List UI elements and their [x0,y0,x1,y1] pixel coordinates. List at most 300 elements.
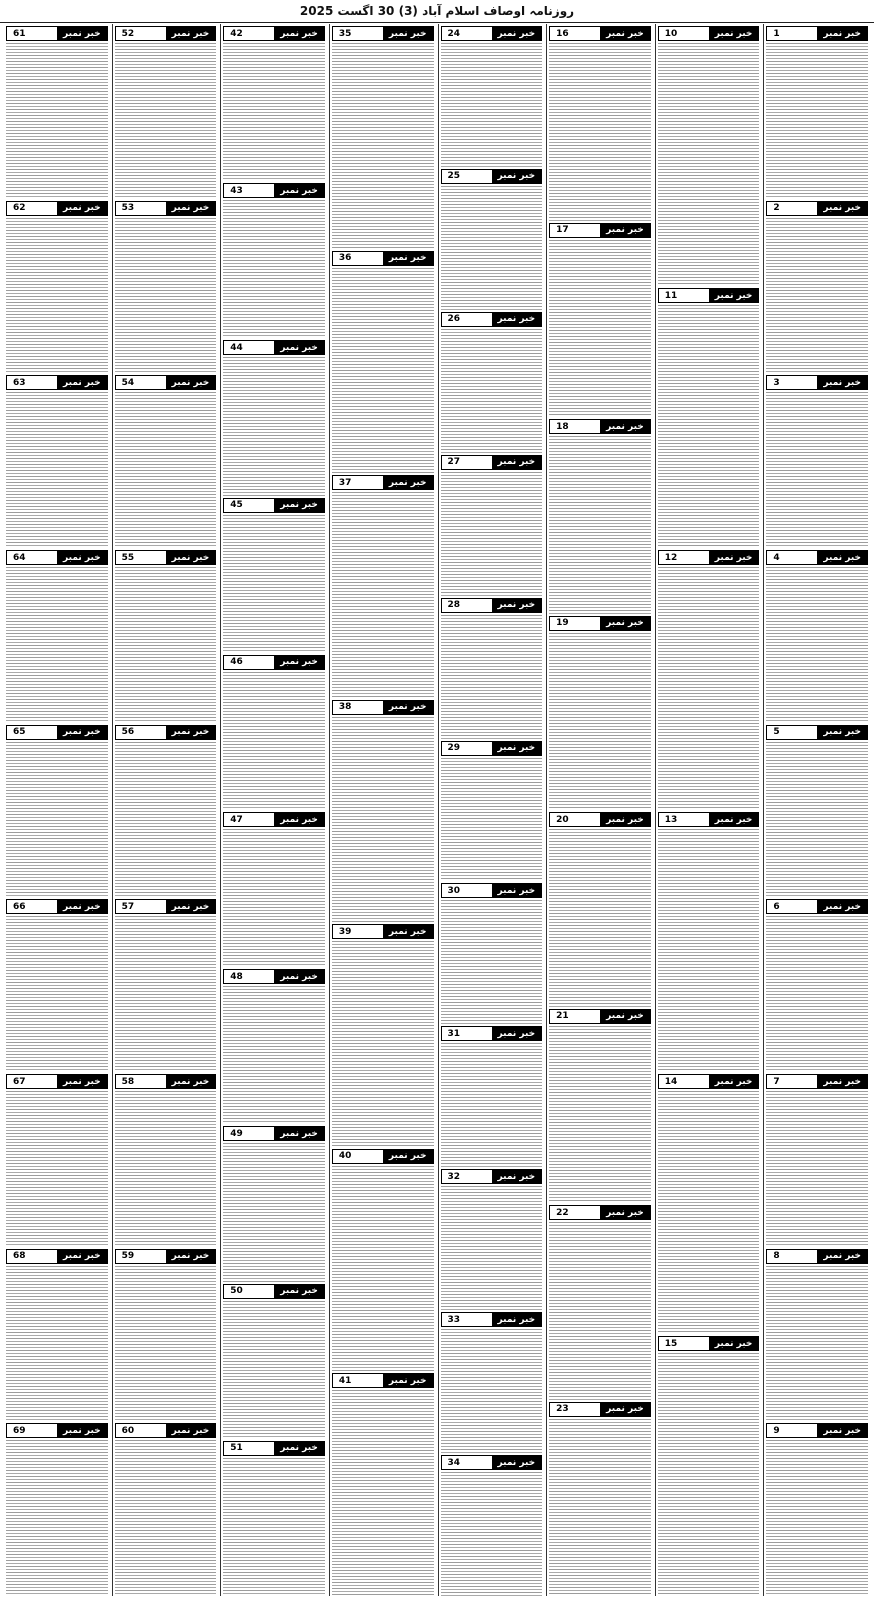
news-item-label: خبر نمبر [383,476,433,489]
news-item-header [6,725,108,740]
news-item-number: 51 [224,1442,249,1455]
news-item-text-block [441,1043,543,1167]
news-item-text-block [658,829,760,1072]
news-item-number: 7 [767,1075,785,1088]
news-item-header [115,1249,217,1264]
news-item [223,24,325,181]
news-item-header [658,26,760,41]
masthead-text: روزنامہ اوصاف اسلام آباد (3) 30 اگست 2025 [299,4,575,18]
news-item-label: خبر نمبر [383,701,433,714]
column-2 [655,24,762,1596]
news-item-text-block [223,200,325,338]
news-item-text-block [766,392,868,548]
news-item-number: 67 [7,1075,32,1088]
news-item-number: 59 [116,1250,141,1263]
news-item-label: خبر نمبر [166,726,216,739]
news-item [549,810,651,1007]
news-item-number: 36 [333,252,358,265]
news-item [332,473,434,698]
news-item-number: 20 [550,813,575,826]
news-item-number: 1 [767,27,785,40]
news-item-label: خبر نمبر [274,656,324,669]
masthead [0,0,874,23]
news-item-label: خبر نمبر [817,1075,867,1088]
news-item-number: 46 [224,656,249,669]
news-item-text-block [223,515,325,653]
news-item-header [441,1026,543,1041]
news-item-label: خبر نمبر [600,420,650,433]
news-item [549,614,651,811]
news-item-header [441,1455,543,1470]
news-item-header [115,26,217,41]
news-item-label: خبر نمبر [57,376,107,389]
news-item-number: 19 [550,617,575,630]
news-item-number: 32 [442,1170,467,1183]
news-item [766,897,868,1072]
news-item-text-block [549,633,651,811]
news-item [6,373,108,548]
news-item-text-block [766,742,868,898]
news-item-label: خبر نمبر [57,1250,107,1263]
news-item [6,199,108,374]
news-item-number: 3 [767,376,785,389]
news-item-text-block [6,392,108,548]
news-item-header [6,201,108,216]
news-item [223,810,325,967]
news-item [658,1334,760,1596]
news-item-number: 29 [442,742,467,755]
news-item-header [115,899,217,914]
news-item-number: 49 [224,1127,249,1140]
news-item-label: خبر نمبر [600,617,650,630]
news-item [332,24,434,249]
news-item-label: خبر نمبر [600,1403,650,1416]
news-item-text-block [549,43,651,221]
news-item [115,1421,217,1596]
news-item [766,199,868,374]
news-item [766,373,868,548]
news-item-label: خبر نمبر [383,1374,433,1387]
news-item-header [766,1423,868,1438]
news-item-label: خبر نمبر [166,202,216,215]
news-item-text-block [332,268,434,474]
news-item-text-block [332,941,434,1147]
news-item-label: خبر نمبر [383,252,433,265]
news-item [115,1072,217,1247]
news-item-text-block [549,829,651,1007]
news-item-text-block [115,1091,217,1247]
news-item-number: 60 [116,1424,141,1437]
news-item-label: خبر نمبر [274,27,324,40]
news-item-number: 50 [224,1285,249,1298]
news-item-label: خبر نمبر [709,289,759,302]
news-item-text-block [766,218,868,374]
news-item-number: 24 [442,27,467,40]
column-8 [4,24,110,1596]
news-item-number: 17 [550,224,575,237]
news-item-label: خبر نمبر [166,1424,216,1437]
news-item-label: خبر نمبر [166,1250,216,1263]
news-item [115,897,217,1072]
column-3 [546,24,653,1596]
news-item-text-block [6,567,108,723]
news-item-header [441,1312,543,1327]
news-item-text-block [115,392,217,548]
news-item-header [549,1402,651,1417]
news-item-label: خبر نمبر [600,224,650,237]
news-item-header [223,183,325,198]
news-item-header [441,598,543,613]
news-item [6,1247,108,1422]
news-item [115,548,217,723]
news-item-number: 22 [550,1206,575,1219]
news-item-label: خبر نمبر [492,170,542,183]
news-item [115,199,217,374]
news-item-header [766,1249,868,1264]
news-item [658,286,760,548]
news-item-number: 30 [442,884,467,897]
news-item [658,1072,760,1334]
news-item-text-block [6,218,108,374]
news-item-header [766,1074,868,1089]
news-item-label: خبر نمبر [166,1075,216,1088]
news-item-number: 43 [224,184,249,197]
news-item-text-block [441,186,543,310]
news-item-header [332,26,434,41]
news-item-header [549,26,651,41]
news-item-text-block [441,1329,543,1453]
news-item-text-block [441,758,543,882]
news-item [549,221,651,418]
news-item-label: خبر نمبر [274,813,324,826]
column-5 [329,24,436,1596]
news-item-text-block [441,43,543,167]
news-item-label: خبر نمبر [274,341,324,354]
column-1 [763,24,870,1596]
news-item [441,739,543,882]
news-item-number: 13 [659,813,684,826]
news-item-label: خبر نمبر [274,970,324,983]
news-item-number: 64 [7,551,32,564]
news-item [441,24,543,167]
news-item-label: خبر نمبر [57,726,107,739]
news-item [223,1124,325,1281]
news-item-label: خبر نمبر [492,599,542,612]
news-item-header [115,201,217,216]
news-item-text-block [115,218,217,374]
news-item-header [441,1169,543,1184]
news-item-number: 18 [550,420,575,433]
news-item-label: خبر نمبر [383,1150,433,1163]
news-item-header [441,26,543,41]
news-item-label: خبر نمبر [57,1075,107,1088]
news-item-text-block [332,1390,434,1596]
news-item-number: 42 [224,27,249,40]
news-item-header [6,26,108,41]
news-item-text-block [766,1440,868,1596]
news-item [441,310,543,453]
column-4 [438,24,545,1596]
news-item-header [332,251,434,266]
news-item-number: 35 [333,27,358,40]
news-item-header [658,550,760,565]
news-item-number: 23 [550,1403,575,1416]
news-item [223,1439,325,1596]
news-item-header [766,26,868,41]
news-item-header [766,550,868,565]
news-item-label: خبر نمبر [57,27,107,40]
news-item-header [223,1126,325,1141]
news-item [332,1147,434,1372]
news-item-header [549,616,651,631]
news-item-number: 54 [116,376,141,389]
news-item-header [6,1423,108,1438]
news-item-header [549,1009,651,1024]
news-item [766,1421,868,1596]
news-item-header [549,812,651,827]
news-item-label: خبر نمبر [57,1424,107,1437]
news-item [441,1310,543,1453]
news-item-header [223,1284,325,1299]
news-item-text-block [223,1301,325,1439]
news-item-label: خبر نمبر [274,1127,324,1140]
news-item-text-block [332,492,434,698]
news-item-header [6,375,108,390]
news-item-text-block [441,472,543,596]
news-item-text-block [766,43,868,199]
news-item-header [115,1423,217,1438]
news-item-header [115,725,217,740]
news-item-label: خبر نمبر [166,376,216,389]
news-item-number: 66 [7,900,32,913]
news-item-label: خبر نمبر [492,884,542,897]
news-item [549,24,651,221]
news-item-label: خبر نمبر [600,27,650,40]
news-item-number: 45 [224,499,249,512]
news-item [766,548,868,723]
news-item-number: 25 [442,170,467,183]
news-item-text-block [115,1266,217,1422]
news-item-header [223,655,325,670]
news-item [332,1371,434,1596]
news-item-number: 11 [659,289,684,302]
news-item-number: 10 [659,27,684,40]
news-item-label: خبر نمبر [709,551,759,564]
news-item-header [766,725,868,740]
news-item-number: 28 [442,599,467,612]
news-item-label: خبر نمبر [383,27,433,40]
news-item [441,453,543,596]
news-item-header [658,812,760,827]
news-item-text-block [6,742,108,898]
news-item-text-block [766,567,868,723]
news-item-label: خبر نمبر [57,551,107,564]
news-item-text-block [115,742,217,898]
news-item [115,1247,217,1422]
news-item-number: 34 [442,1456,467,1469]
news-item-label: خبر نمبر [492,27,542,40]
news-item [441,1167,543,1310]
news-item-label: خبر نمبر [817,551,867,564]
news-item-number: 5 [767,726,785,739]
news-item-header [223,26,325,41]
news-item-text-block [223,43,325,181]
news-item-text-block [766,916,868,1072]
news-item [766,24,868,199]
column-6 [220,24,327,1596]
news-item [658,548,760,810]
news-item-text-block [223,1143,325,1281]
news-item-number: 56 [116,726,141,739]
news-item-text-block [441,615,543,739]
news-item-header [223,498,325,513]
news-item-label: خبر نمبر [817,202,867,215]
news-item-text-block [6,1266,108,1422]
news-item [223,181,325,338]
news-item-header [332,475,434,490]
news-item-text-block [549,1026,651,1204]
news-item-number: 62 [7,202,32,215]
news-item-label: خبر نمبر [274,1442,324,1455]
news-item-number: 2 [767,202,785,215]
news-item-text-block [549,1419,651,1597]
news-item-header [332,924,434,939]
news-item-text-block [658,43,760,286]
news-item-number: 69 [7,1424,32,1437]
news-item-header [332,1149,434,1164]
news-item-label: خبر نمبر [817,1424,867,1437]
news-item [115,24,217,199]
news-item-text-block [223,1458,325,1596]
news-item [549,417,651,614]
news-item [6,1421,108,1596]
news-item-number: 55 [116,551,141,564]
news-item-header [766,375,868,390]
news-item-number: 61 [7,27,32,40]
news-item-number: 26 [442,313,467,326]
news-item-number: 33 [442,1313,467,1326]
news-item [223,338,325,495]
news-item [115,723,217,898]
news-item-label: خبر نمبر [817,1250,867,1263]
news-item [223,967,325,1124]
news-item-text-block [549,436,651,614]
news-item-header [766,899,868,914]
news-item [441,596,543,739]
news-item-text-block [766,1266,868,1422]
news-item-number: 8 [767,1250,785,1263]
news-item-number: 57 [116,900,141,913]
news-item-number: 47 [224,813,249,826]
news-item [223,496,325,653]
news-item [115,373,217,548]
news-item-header [115,1074,217,1089]
news-item-header [6,1249,108,1264]
news-item-number: 31 [442,1027,467,1040]
news-item-label: خبر نمبر [709,813,759,826]
news-item-number: 4 [767,551,785,564]
news-item-header [6,550,108,565]
news-item-label: خبر نمبر [492,1313,542,1326]
news-item-text-block [441,329,543,453]
news-item-label: خبر نمبر [817,726,867,739]
news-item-number: 37 [333,476,358,489]
news-item-label: خبر نمبر [383,925,433,938]
news-item-header [549,223,651,238]
columns-container [4,24,870,1596]
news-item-number: 48 [224,970,249,983]
news-item-header [658,288,760,303]
news-item-number: 63 [7,376,32,389]
news-item [223,1282,325,1439]
news-item-header [332,1373,434,1388]
news-item [549,1400,651,1597]
news-item-number: 68 [7,1250,32,1263]
news-item-number: 40 [333,1150,358,1163]
news-item-text-block [549,240,651,418]
news-item-text-block [115,1440,217,1596]
news-item-header [223,340,325,355]
news-item-text-block [441,1472,543,1596]
news-item-text-block [223,357,325,495]
news-item-number: 9 [767,1424,785,1437]
news-item-label: خبر نمبر [817,376,867,389]
news-item [6,24,108,199]
news-item-text-block [766,1091,868,1247]
news-item-header [332,700,434,715]
news-item-header [658,1074,760,1089]
news-item [766,1072,868,1247]
news-item-header [223,1441,325,1456]
news-item-number: 16 [550,27,575,40]
news-item-text-block [6,1440,108,1596]
news-item [441,1024,543,1167]
news-item-header [6,899,108,914]
news-item-header [223,969,325,984]
news-item-number: 15 [659,1337,684,1350]
news-item-header [441,169,543,184]
news-item-label: خبر نمبر [600,1010,650,1023]
news-item-number: 58 [116,1075,141,1088]
news-item-label: خبر نمبر [600,1206,650,1219]
news-item [332,922,434,1147]
news-item-text-block [223,672,325,810]
news-item-label: خبر نمبر [492,1027,542,1040]
news-item-text-block [332,1166,434,1372]
news-item-number: 41 [333,1374,358,1387]
news-item-label: خبر نمبر [817,900,867,913]
news-item-header [6,1074,108,1089]
news-item-text-block [441,1186,543,1310]
news-item-text-block [658,1091,760,1334]
news-item-label: خبر نمبر [600,813,650,826]
news-item [658,24,760,286]
news-item-label: خبر نمبر [492,456,542,469]
news-item-label: خبر نمبر [492,1170,542,1183]
news-item-text-block [6,43,108,199]
news-item [6,548,108,723]
news-item-text-block [658,305,760,548]
news-item-label: خبر نمبر [274,499,324,512]
news-item [766,723,868,898]
news-item-text-block [115,916,217,1072]
news-item-text-block [332,43,434,249]
news-item-text-block [115,43,217,199]
news-item [6,723,108,898]
news-item-header [549,1205,651,1220]
news-item-number: 38 [333,701,358,714]
news-item-header [549,419,651,434]
